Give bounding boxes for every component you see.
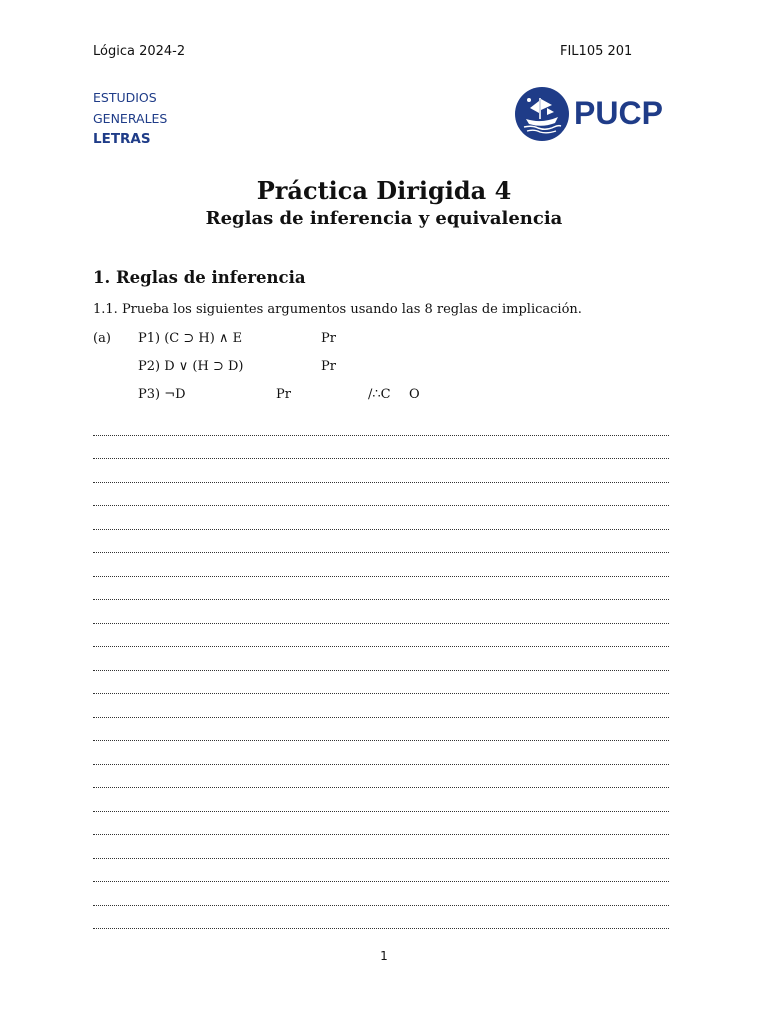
premise-2-tag: Pr xyxy=(321,359,336,374)
answer-line[interactable] xyxy=(93,835,669,859)
answer-line[interactable] xyxy=(93,412,669,436)
question-text: 1.1. Prueba los siguientes argumentos usando las 8 reglas de implicación. xyxy=(93,302,582,317)
department-line-2: GENERALES xyxy=(93,110,168,126)
logo-text: PUCP xyxy=(574,95,663,131)
department-line-3: LETRAS xyxy=(93,131,151,147)
premise-3-tag: Pr xyxy=(276,387,291,402)
answer-line[interactable] xyxy=(93,553,669,577)
premise-3: P3) ¬D xyxy=(138,387,186,402)
answer-line[interactable] xyxy=(93,459,669,483)
answer-line[interactable] xyxy=(93,436,669,460)
answer-line[interactable] xyxy=(93,741,669,765)
answer-lines[interactable] xyxy=(93,412,669,929)
document-subtitle: Reglas de inferencia y equivalencia xyxy=(205,208,563,229)
pucp-logo xyxy=(514,86,680,142)
ship-seal-icon xyxy=(514,86,680,142)
answer-line[interactable] xyxy=(93,483,669,507)
answer-line[interactable] xyxy=(93,812,669,836)
premise-2: P2) D ∨ (H ⊃ D) xyxy=(138,359,244,374)
exercise-label: (a) xyxy=(93,331,111,346)
department-block xyxy=(93,88,167,150)
answer-line[interactable] xyxy=(93,718,669,742)
answer-line[interactable] xyxy=(93,624,669,648)
premise-1: P1) (C ⊃ H) ∧ E xyxy=(138,331,243,346)
course-name: Lógica 2024-2 xyxy=(93,44,186,59)
answer-line[interactable] xyxy=(93,882,669,906)
answer-line[interactable] xyxy=(93,530,669,554)
conclusion-marker: O xyxy=(409,387,420,402)
answer-line[interactable] xyxy=(93,671,669,695)
page-number: 1 xyxy=(380,949,388,963)
answer-line[interactable] xyxy=(93,577,669,601)
answer-line[interactable] xyxy=(93,647,669,671)
answer-line[interactable] xyxy=(93,506,669,530)
section-heading: 1. Reglas de inferencia xyxy=(93,268,306,287)
premise-1-tag: Pr xyxy=(321,331,336,346)
answer-line[interactable] xyxy=(93,765,669,789)
course-code: FIL105 201 xyxy=(560,44,633,59)
conclusion: /∴C xyxy=(368,387,391,402)
answer-line[interactable] xyxy=(93,788,669,812)
document-title: Práctica Dirigida 4 xyxy=(256,176,512,205)
answer-line[interactable] xyxy=(93,859,669,883)
answer-line[interactable] xyxy=(93,694,669,718)
answer-line[interactable] xyxy=(93,600,669,624)
answer-line[interactable] xyxy=(93,906,669,930)
department-line-1: ESTUDIOS xyxy=(93,90,157,105)
